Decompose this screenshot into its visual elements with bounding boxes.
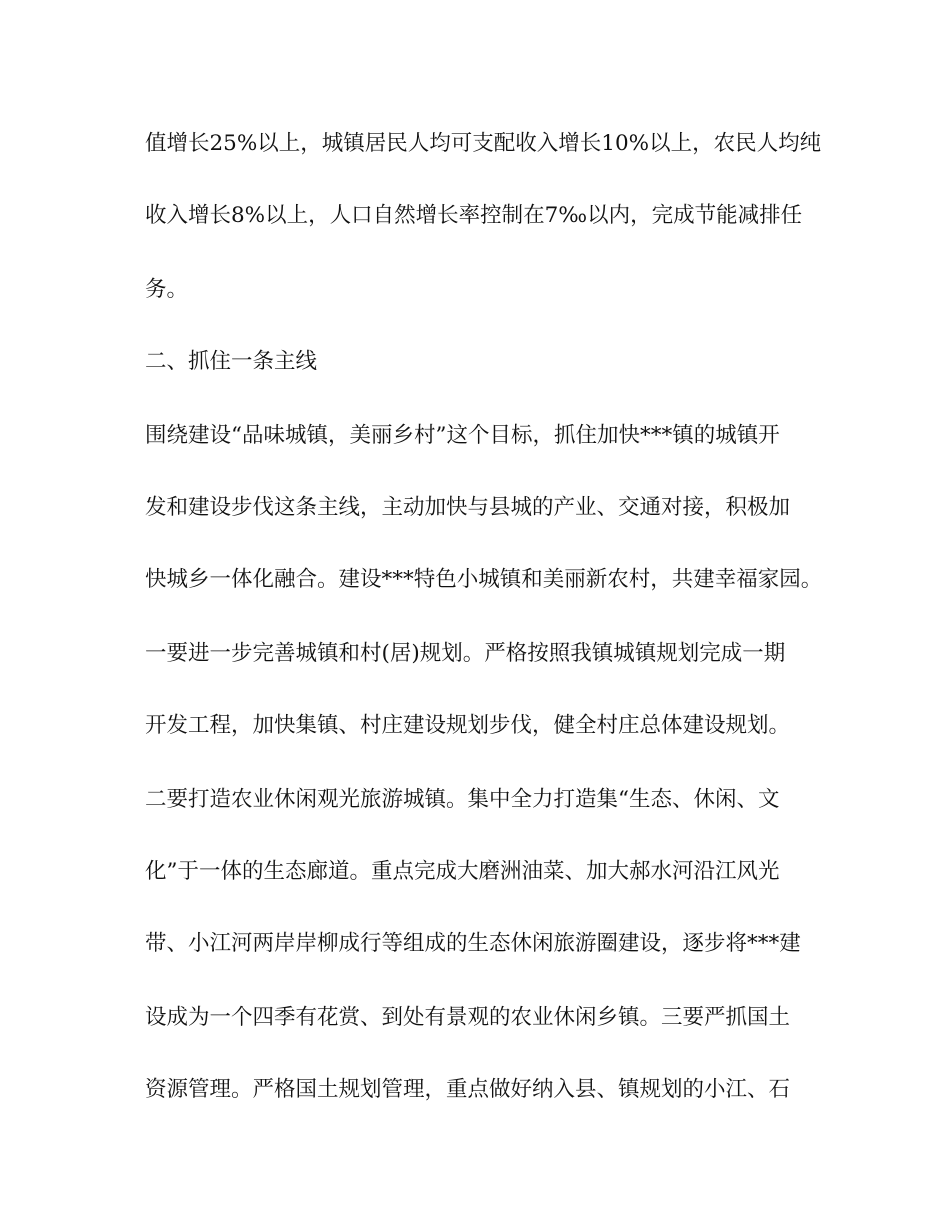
text-line-11: 化”于一体的生态廊道。重点完成大磨洲油菜、加大郝水河沿江风光: [145, 859, 780, 884]
text-line-7: 快城乡一体化融合。建设***特色小城镇和美丽新农村，共建幸福家园。: [145, 567, 823, 592]
text-line-10: 二要打造农业休闲观光旅游城镇。集中全力打造集“生态、休闲、文: [145, 787, 780, 812]
text-line-5: 围绕建设“品味城镇，美丽乡村”这个目标，抓住加快***镇的城镇开: [145, 423, 780, 448]
text-line-8: 一要进一步完善城镇和村(居)规划。严格按照我镇城镇规划完成一期: [145, 641, 786, 666]
text-line-6: 发和建设步伐这条主线，主动加快与县城的产业、交通对接，积极加: [145, 495, 791, 520]
text-line-14: 资源管理。严格国土规划管理，重点做好纳入县、镇规划的小江、石: [145, 1077, 791, 1102]
section-heading: 二、抓住一条主线: [145, 349, 318, 374]
text-line-2: 收入增长8%以上，人口自然增长率控制在7‰以内，完成节能减排任: [145, 203, 803, 228]
text-line-13: 设成为一个四季有花赏、到处有景观的农业休闲乡镇。三要严抓国土: [145, 1005, 791, 1030]
text-line-1: 值增长25%以上，城镇居民人均可支配收入增长10%以上，农民人均纯: [145, 131, 822, 156]
text-line-12: 带、小江河两岸岸柳成行等组成的生态休闲旅游圈建设，逐步将***建: [145, 931, 801, 956]
text-line-9: 开发工程，加快集镇、村庄建设规划步伐，健全村庄总体建设规划。: [145, 713, 791, 738]
text-line-3: 务。: [145, 277, 189, 302]
